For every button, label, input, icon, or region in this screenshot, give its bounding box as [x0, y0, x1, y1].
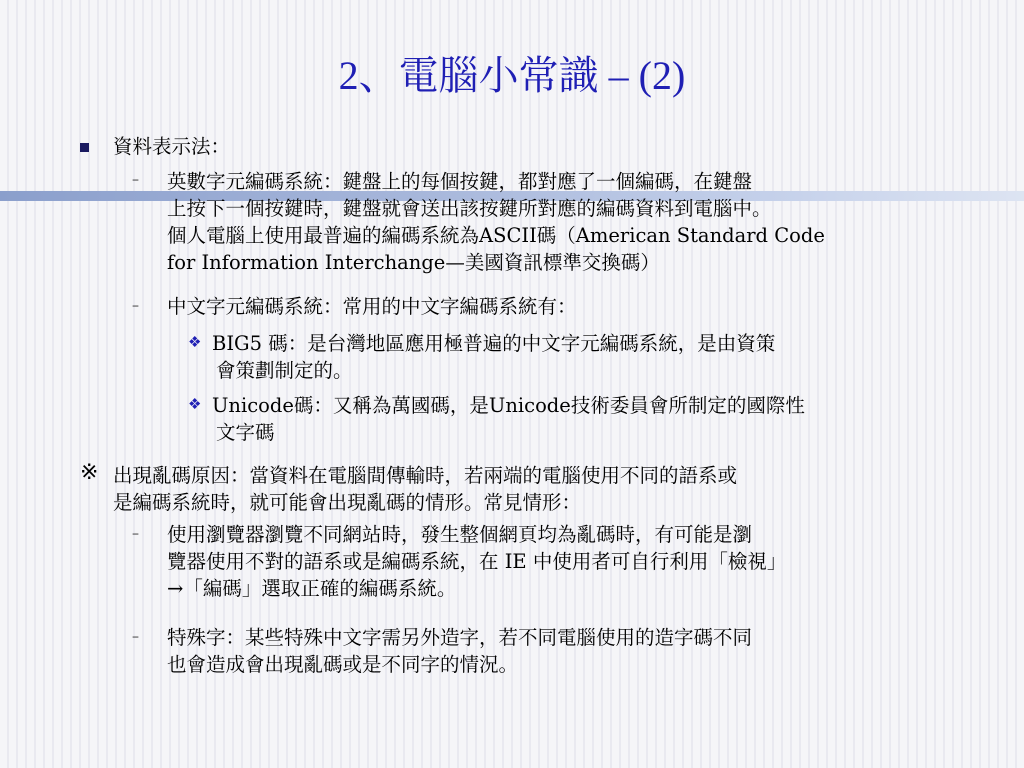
- big5-line-1: BIG5 碼：是台灣地區應用極普遍的中文字元編碼系統，是由資策: [212, 332, 776, 355]
- section2-line-1: 出現亂碼原因：當資料在電腦間傳輸時，若兩端的電腦使用不同的語系或: [113, 464, 738, 487]
- browser-item: [167, 521, 786, 602]
- unicode-line-1: Unicode碼：又稱為萬國碼，是Unicode技術委員會所制定的國際性: [212, 394, 805, 417]
- dash-bullet-icon: –: [132, 172, 139, 188]
- browser-line-2: 覽器使用不對的語系或是編碼系統，在 IE 中使用者可自行利用「檢視」: [167, 550, 787, 573]
- section1-heading: [113, 133, 230, 160]
- browser-line-1: 使用瀏覽器瀏覽不同網站時，發生整個網頁均為亂碼時，有可能是瀏: [167, 523, 753, 546]
- diamond-bullet-icon: ❖: [188, 395, 202, 413]
- ascii-line-1: 英數字元編碼系統：鍵盤上的每個按鍵，都對應了一個編碼，在鍵盤: [167, 170, 753, 193]
- chinese-encoding-heading: 中文字元編碼系統：常用的中文字編碼系統有：: [167, 295, 577, 318]
- dash-bullet-icon: –: [132, 629, 139, 645]
- special-line-2: 也會造成會出現亂碼或是不同字的情況。: [167, 653, 519, 676]
- ascii-item: [167, 168, 825, 276]
- reference-mark-icon: ※: [80, 460, 99, 485]
- section2-item: [113, 462, 737, 516]
- page-title: 2、電腦小常識 – (2): [338, 53, 686, 98]
- unicode-item: [212, 392, 805, 446]
- ascii-line-2: 上按下一個按鍵時，鍵盤就會送出該按鍵所對應的編碼資料到電腦中。: [167, 197, 772, 220]
- browser-line-3: →「編碼」選取正確的編碼系統。: [167, 577, 457, 600]
- chinese-encoding-item: [167, 293, 577, 320]
- square-bullet-icon: [80, 143, 89, 152]
- special-line-1: 特殊字：某些特殊中文字需另外造字，若不同電腦使用的造字碼不同: [167, 626, 753, 649]
- big5-line-2: 會策劃制定的。: [216, 359, 353, 382]
- unicode-line-2: 文字碼: [216, 421, 275, 444]
- section2-line-2: 是編碼系統時，就可能會出現亂碼的情形。常見情形：: [113, 491, 582, 514]
- section1-heading-text: 資料表示法：: [113, 135, 231, 158]
- special-char-item: [167, 624, 752, 678]
- dash-bullet-icon: –: [132, 298, 139, 314]
- ascii-line-3: 個人電腦上使用最普遍的編碼系統為ASCII碼（American Standard Code: [167, 224, 825, 247]
- ascii-line-4: for Information Interchange—美國資訊標準交換碼）: [167, 251, 660, 274]
- big5-item: [212, 330, 775, 384]
- dash-bullet-icon: –: [132, 526, 139, 542]
- diamond-bullet-icon: ❖: [188, 333, 202, 351]
